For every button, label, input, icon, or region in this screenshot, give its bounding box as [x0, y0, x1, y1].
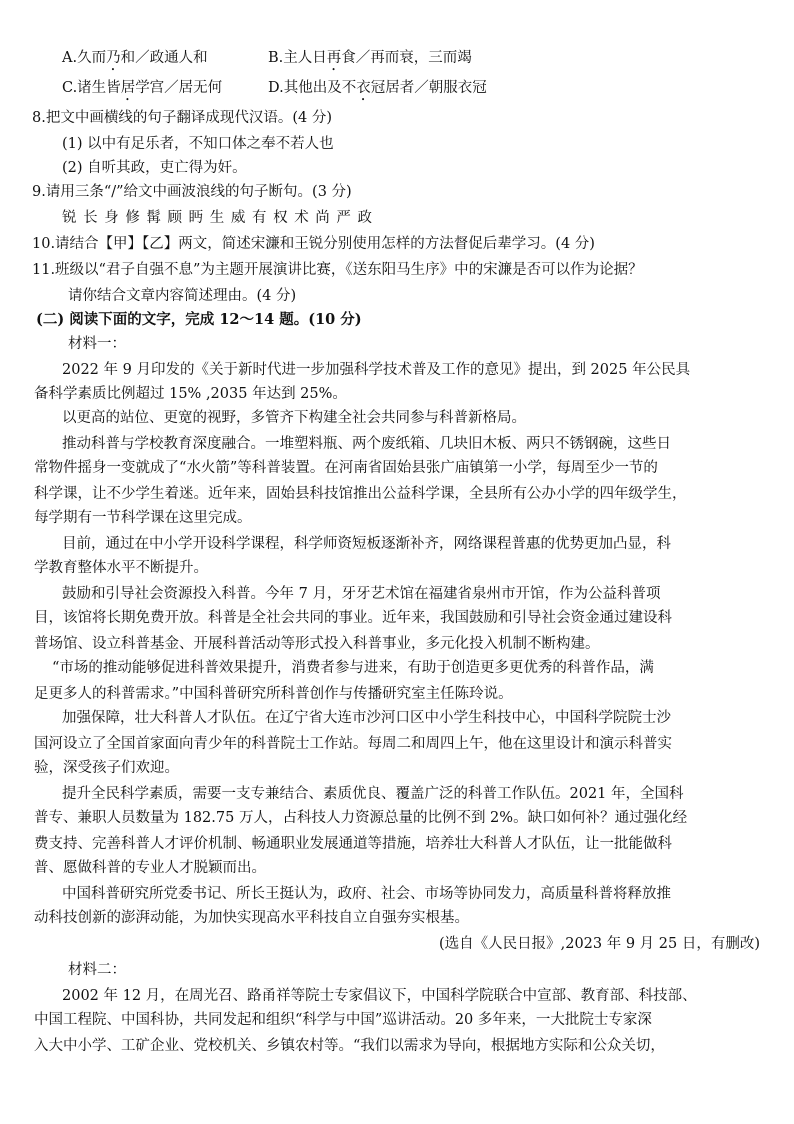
m1-line: 费支持、完善科普人才评价机制、畅通职业发展通道等措施，培养壮大科普人才队伍，让一批能做科 [34, 836, 672, 852]
question-9: 9.请用三条“/”给文中画波浪线的句子断句。(3 分) [32, 184, 352, 200]
m1-line: 中国科普研究所党委书记、所长王挺认为，政府、社会、市场等协同发力，高质量科普将释放推 [62, 886, 671, 902]
m2-line: 2002 年 12 月，在周光召、路甬祥等院士专家倡议下，中国科学院联合中宣部、教育部、科技部、 [62, 988, 697, 1004]
m1-line: 验，深受孩子们欢迎。 [34, 760, 179, 776]
m1-line: 普场馆、设立科普基金、开展科普活动等形式投入科普事业，多元化投入机制不断构建。 [34, 636, 600, 652]
question-10: 10.请结合【甲】【乙】两文，简述宋濂和王锐分别使用怎样的方法督促后辈学习。(4 分) [32, 236, 595, 252]
m1-line: 2022 年 9 月印发的《关于新时代进一步加强科学技术普及工作的意见》提出，到 2025 年公民具 [62, 362, 691, 378]
m1-line: 备科学素质比例超过 15% ,2035 年达到 25%。 [34, 386, 347, 402]
m1-line: 普专、兼职人员数量为 182.75 万人，占科技人力资源总量的比例不到 2%。缺口如何补？通过强化经 [34, 810, 688, 826]
question-9-text: 锐 长 身 修 髯 顾 眄 生 威 有 权 术 尚 严 政 [62, 210, 374, 226]
m1-line: 以更高的站位、更宽的视野，多管齐下构建全社会共同参与科普新格局。 [62, 410, 526, 426]
question-8-item-2: (2) 自听其政，吏亡得为奸。 [62, 160, 247, 176]
m1-line: 学教育整体水平不断提升。 [34, 560, 208, 576]
m1-line: 目前，通过在中小学开设科学课程，科学师资短板逐渐补齐，网络课程普惠的优势更加凸显，科 [62, 536, 671, 552]
m1-line: 科学课，让不少学生着迷。近年来，固始县科技馆推出公益科学课，全县所有公办小学的四年级学生， [34, 486, 687, 502]
option-d: D.其他出及不衣冠居者／朝服衣冠 [268, 80, 487, 96]
question-8: 8.把文中画横线的句子翻译成现代汉语。(4 分) [32, 110, 332, 126]
m1-line: 每学期有一节科学课在这里完成。 [34, 510, 252, 526]
material-2-label: 材料二： [68, 962, 126, 978]
m1-line: 推动科普与学校教育深度融合。一堆塑料瓶、两个废纸箱、几块旧木板、两只不锈钢碗，这些日 [62, 436, 671, 452]
m1-line: 足更多人的科普需求。”中国科普研究所科普创作与传播研究室主任陈玲说。 [34, 686, 513, 702]
m1-line: 常物件摇身一变就成了“水火箭”等科普装置。在河南省固始县张广庙镇第一小学，每周至少一节的 [34, 460, 658, 476]
m2-line: 中国工程院、中国科协，共同发起和组织“科学与中国”巡讲活动。20 多年来，一大批院士专家深 [34, 1012, 652, 1028]
question-11: 11.班级以“君子自强不息”为主题开展演讲比赛，《送东阳马生序》中的宋濂是否可以作为论据？ [32, 262, 643, 278]
question-11-cont: 请你结合文章内容简述理由。(4 分) [68, 288, 297, 304]
m2-line: 入大中小学、工矿企业、党校机关、乡镇农村等。“我们以需求为导向，根据地方实际和公众关切， [34, 1038, 665, 1054]
m1-line: 国河设立了全国首家面向青少年的科普院士工作站。每周二和周四上午，他在这里设计和演示科普实 [34, 736, 672, 752]
m1-line: 动科技创新的澎湃动能，为加快实现高水平科技自立自强夯实根基。 [34, 910, 469, 926]
option-a: A.久而乃和／政通人和 [62, 50, 208, 66]
m1-line: “市场的推动能够促进科普效果提升，消费者参与进来，有助于创造更多更优秀的科普作品，满 [52, 660, 654, 676]
m1-line: 鼓励和引导社会资源投入科普。今年 7 月，牙牙艺术馆在福建省泉州市开馆，作为公益科普项 [62, 586, 661, 602]
material-1-label: 材料一： [68, 336, 126, 352]
section-heading: (二) 阅读下面的文字，完成 12～14 题。(10 分) [36, 311, 362, 328]
m1-line: 提升全民科学素质，需要一支专兼结合、素质优良、覆盖广泛的科普工作队伍。2021 年，全国科 [62, 786, 684, 802]
question-8-item-1: (1) 以中有足乐者，不知口体之奉不若人也 [62, 136, 334, 152]
m1-line: 加强保障，壮大科普人才队伍。在辽宁省大连市沙河口区中小学生科技中心，中国科学院院士沙 [62, 710, 671, 726]
m1-line: 目，该馆将长期免费开放。科普是全社会共同的事业。近年来，我国鼓励和引导社会资金通过建设科 [34, 610, 672, 626]
option-b: B.主人日再食／再而衰，三而竭 [268, 50, 472, 66]
m1-line: 普、愿做科普的专业人才脱颖而出。 [34, 860, 266, 876]
option-c: C.诸生皆居学宫／居无何 [62, 80, 223, 96]
material-1-source: (选自《人民日报》,2023 年 9 月 25 日，有删改) [438, 936, 760, 952]
